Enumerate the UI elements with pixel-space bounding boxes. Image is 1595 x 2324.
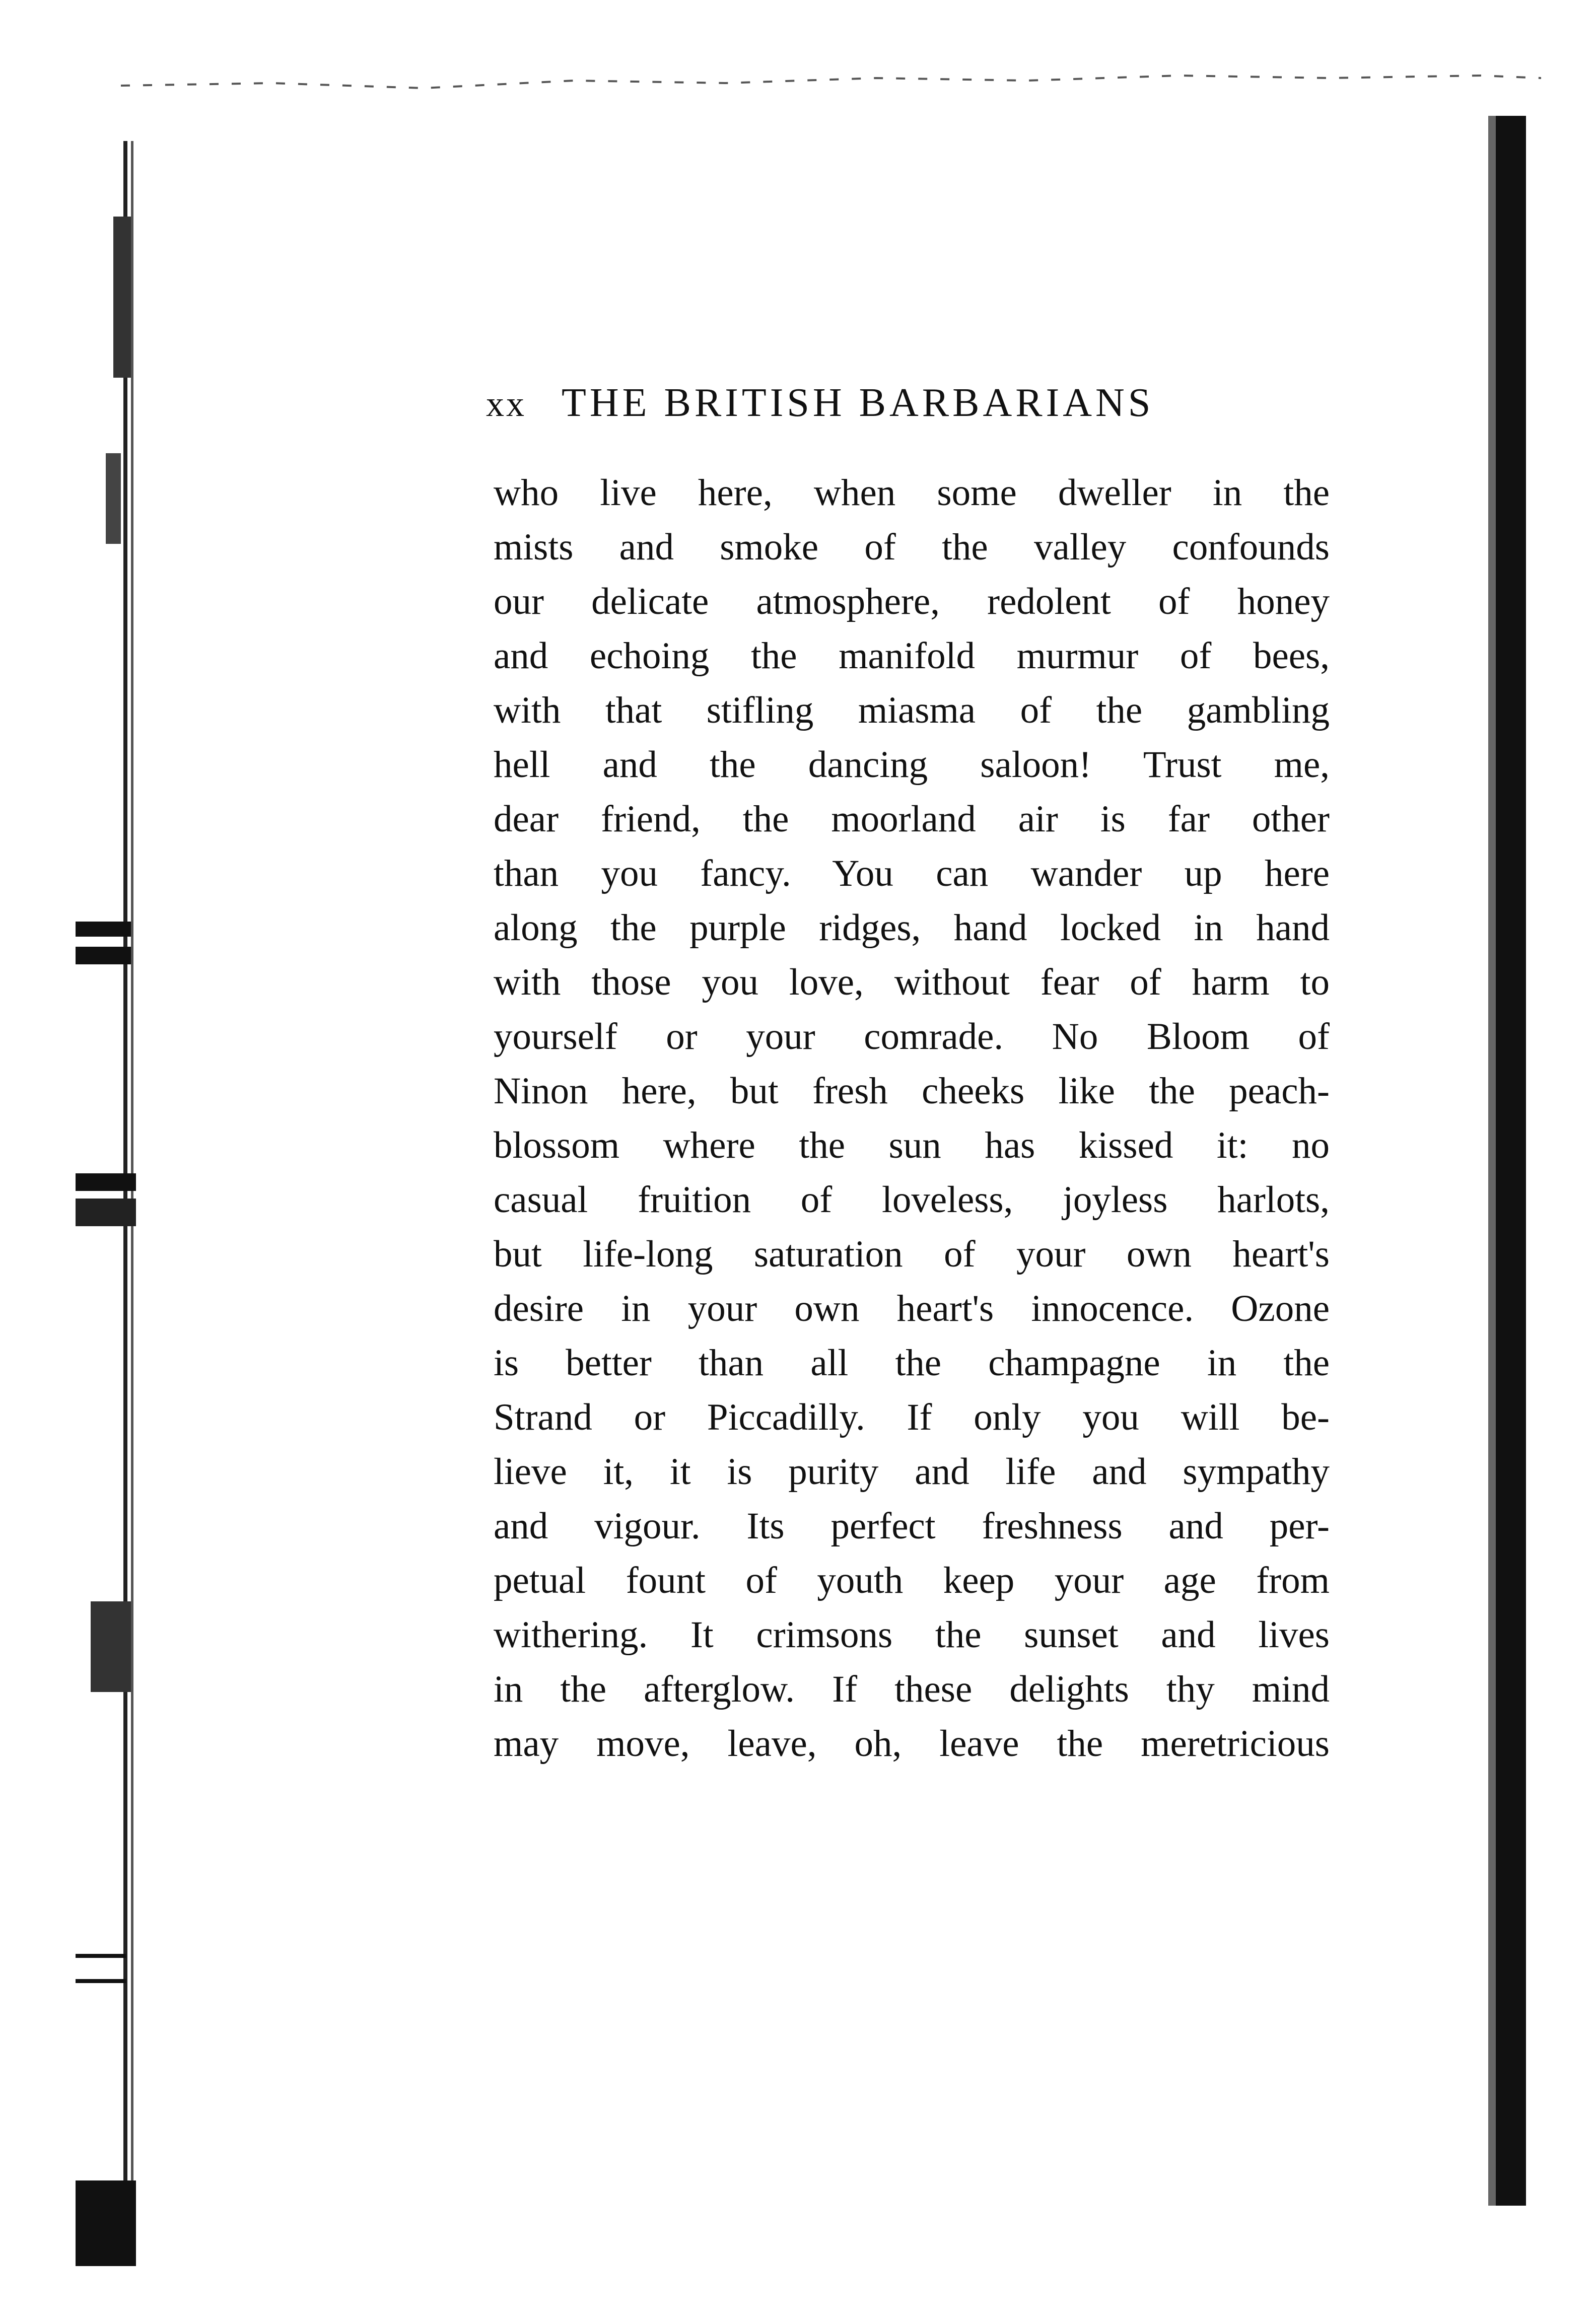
text-line: blossom where the sun has kissed it: no — [494, 1124, 1330, 1166]
text-line: may move, leave, oh, leave the meretricious — [494, 1723, 1330, 1765]
page-header — [486, 380, 1317, 436]
scanned-page-edge-right — [1486, 116, 1526, 2206]
text-line: but life-long saturation of your own heart's — [494, 1233, 1330, 1275]
text-line: our delicate atmosphere, redolent of honey — [494, 581, 1330, 622]
text-line: dear friend, the moorland air is far other — [494, 798, 1330, 840]
text-line: casual fruition of loveless, joyless harlots, — [494, 1179, 1330, 1221]
text-line: Strand or Piccadilly. If only you will be- — [494, 1396, 1330, 1438]
text-line: yourself or your comrade. No Bloom of — [494, 1016, 1330, 1058]
text-line: Ninon here, but fresh cheeks like the peach- — [494, 1070, 1330, 1112]
text-line: with that stifling miasma of the gambling — [494, 689, 1330, 731]
text-line: desire in your own heart's innocence. Ozone — [494, 1288, 1330, 1329]
text-line: with those you love, without fear of harm to — [494, 961, 1330, 1003]
text-line: petual fount of youth keep your age from — [494, 1560, 1330, 1601]
text-line: and vigour. Its perfect freshness and per- — [494, 1505, 1330, 1547]
text-line: and echoing the manifold murmur of bees, — [494, 635, 1330, 677]
text-line: withering. It crimsons the sunset and lives — [494, 1614, 1330, 1656]
scanned-page-edge-top — [121, 65, 1541, 101]
text-line: than you fancy. You can wander up here — [494, 853, 1330, 894]
page-number: xx — [486, 384, 526, 424]
running-head: THE BRITISH BARBARIANS — [562, 381, 1154, 425]
text-line: hell and the dancing saloon! Trust me, — [494, 744, 1330, 786]
body-text — [494, 466, 1330, 1771]
text-line: mists and smoke of the valley confounds — [494, 526, 1330, 568]
text-line: lieve it, it is purity and life and sympathy — [494, 1451, 1330, 1493]
text-line: who live here, when some dweller in the — [494, 472, 1330, 514]
text-line: is better than all the champagne in the — [494, 1342, 1330, 1384]
text-line: in the afterglow. If these delights thy mind — [494, 1668, 1330, 1710]
scanned-binding-edge-left — [76, 141, 151, 2266]
text-line: along the purple ridges, hand locked in hand — [494, 907, 1330, 949]
